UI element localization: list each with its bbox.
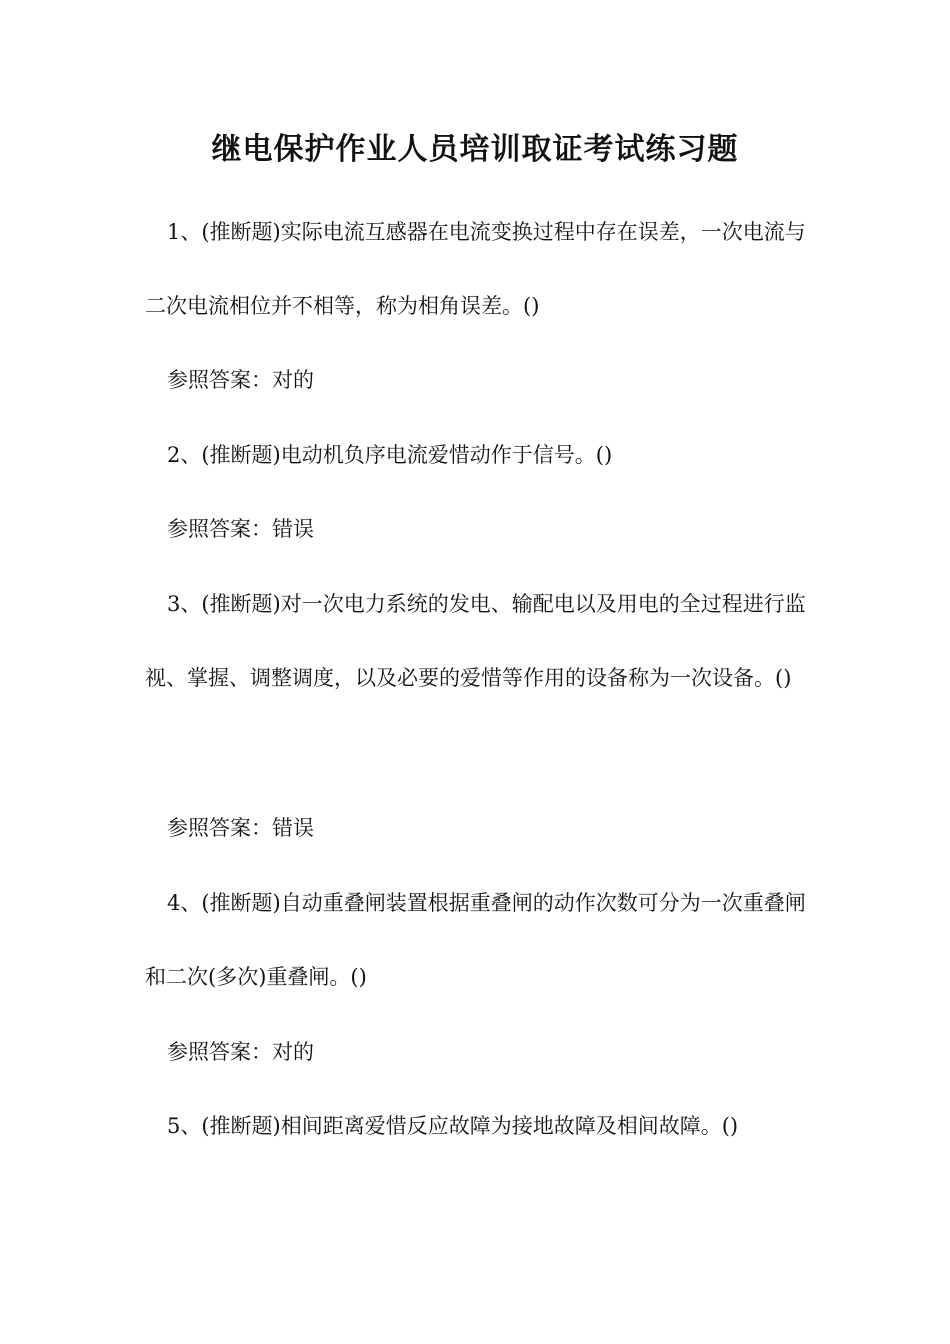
question-3: 3、(推断题)对一次电力系统的发电、输配电以及用电的全过程进行监视、掌握、调整调度，以及必要的爱惜等作用的设备称为一次设备。() (145, 592, 806, 690)
question-1: 1、(推断题)实际电流互感器在电流变换过程中存在误差，一次电流与二次电流相位并不相等，称为相角误差。() (145, 220, 806, 318)
answer-1: 参照答案：对的 (167, 368, 314, 392)
document-title: 继电保护作业人员培训取证考试练习题 (211, 132, 739, 167)
question-2: 2、(推断题)电动机负序电流爱惜动作于信号。() (167, 443, 613, 467)
question-4: 4、(推断题)自动重叠闸装置根据重叠闸的动作次数可分为一次重叠闸和二次(多次)重叠闸。() (145, 891, 806, 989)
question-5: 5、(推断题)相间距离爱惜反应故障为接地故障及相间故障。() (167, 1114, 739, 1138)
answer-4: 参照答案：对的 (167, 1040, 314, 1064)
answer-3: 参照答案：错误 (167, 816, 314, 840)
answer-2: 参照答案：错误 (167, 517, 314, 541)
